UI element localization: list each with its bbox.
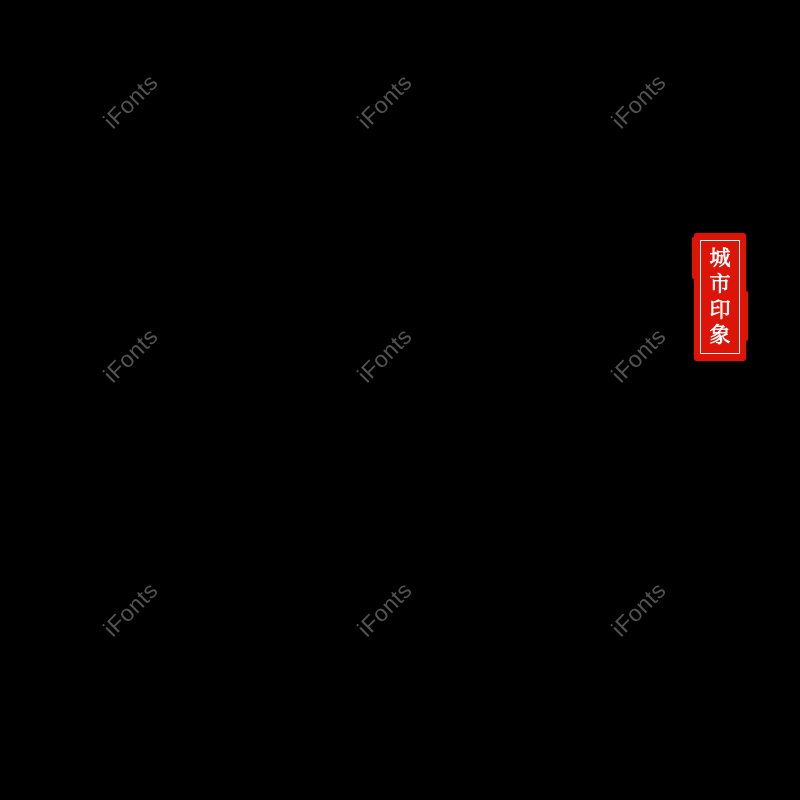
seal-char: 象 xyxy=(709,322,731,348)
watermark-tile: iFonts xyxy=(606,322,671,388)
seal-char: 城 xyxy=(709,245,731,271)
watermark-tile: iFonts xyxy=(98,68,163,134)
watermark-tile: iFonts xyxy=(98,322,163,388)
seal-stamp xyxy=(694,233,746,361)
watermark-tile: iFonts xyxy=(352,68,417,134)
watermark-tile: iFonts xyxy=(606,576,671,642)
watermark-tile: iFonts xyxy=(98,576,163,642)
seal-char: 市 xyxy=(709,270,731,296)
watermark-tile: iFonts xyxy=(352,576,417,642)
seal-char: 印 xyxy=(709,296,731,322)
seal-text xyxy=(694,233,746,361)
watermark-tile: iFonts xyxy=(352,322,417,388)
watermark-tile: iFonts xyxy=(606,68,671,134)
